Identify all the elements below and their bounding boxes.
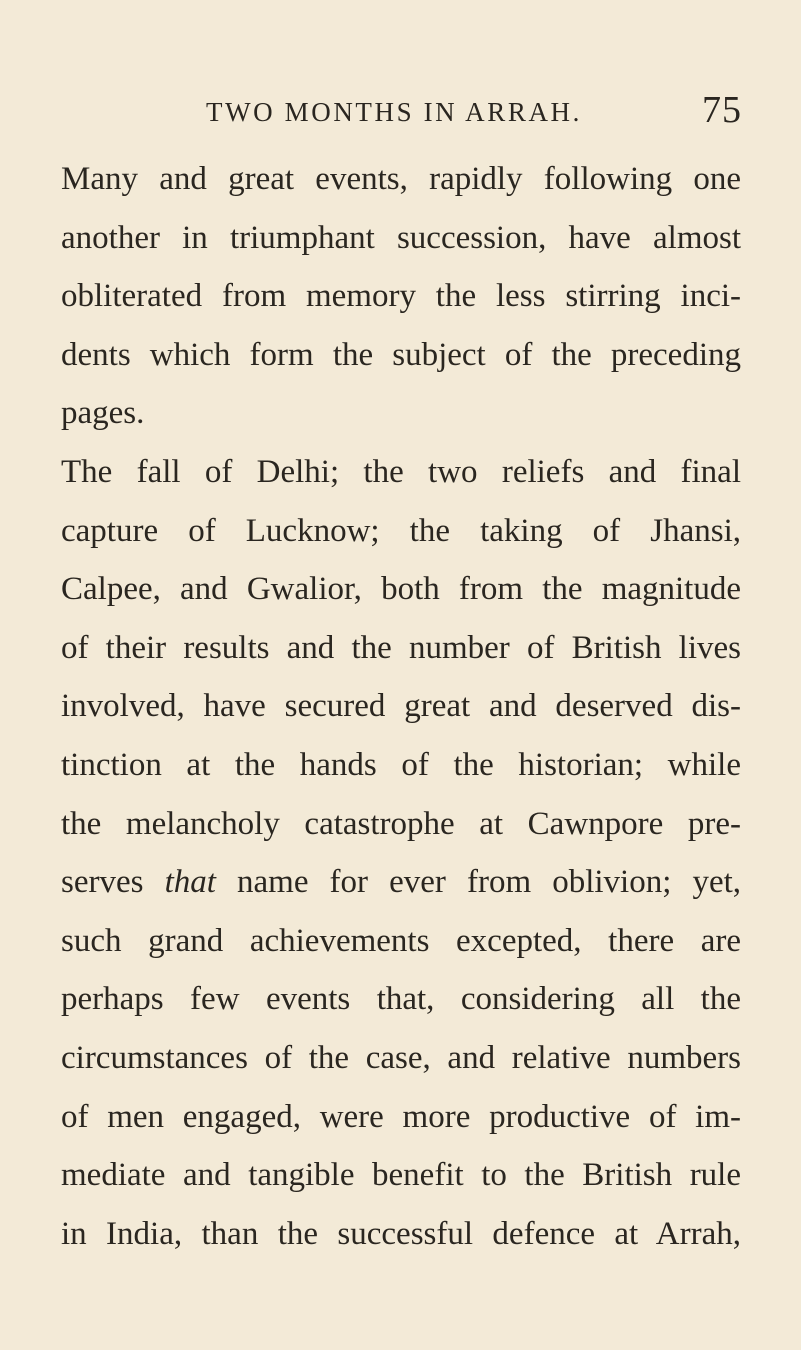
text-line: obliterated from memory the less stirring inci- [61,278,741,315]
text-line: Many and great events, rapidly following one [61,161,741,197]
text-line: circumstances of the case, and relative numbers [61,1039,741,1076]
text-line: tinction at the hands of the historian; while [61,746,741,783]
text-line: another in triumphant succession, have almost [61,219,741,256]
text-line: Calpee, and Gwalior, both from the magnitude [61,571,741,608]
emphasized-word: that [164,864,216,901]
text-line: perhaps few events that, considering all the [61,981,741,1018]
text-line: the melancholy catastrophe at Cawnpore pre- [61,805,741,842]
page-number: 75 [702,89,742,131]
text-line: such grand achievements excepted, there are [61,922,741,959]
text-line: pages. [61,395,145,432]
text-line: dents which form the subject of the preceding [61,336,741,373]
text-line: in India, than the successful defence at Arrah, [61,1215,741,1252]
text-line: of men engaged, were more productive of im- [61,1098,741,1135]
text-line: capture of Lucknow; the taking of Jhansi, [61,512,741,549]
text-line: involved, have secured great and deserved dis- [61,688,741,725]
text-fragment: name for ever from oblivion; yet, [237,864,741,901]
text-line: of their results and the number of British lives [61,629,741,666]
text-fragment: serves [61,864,144,901]
text-line: The fall of Delhi; the two reliefs and final [61,453,741,490]
body-text [61,150,741,1263]
running-head [0,89,801,132]
text-line: mediate and tangible benefit to the British rule [61,1157,741,1194]
running-title: TWO MONTHS IN ARRAH. [206,97,582,127]
text-line-with-emphasis [61,853,741,912]
